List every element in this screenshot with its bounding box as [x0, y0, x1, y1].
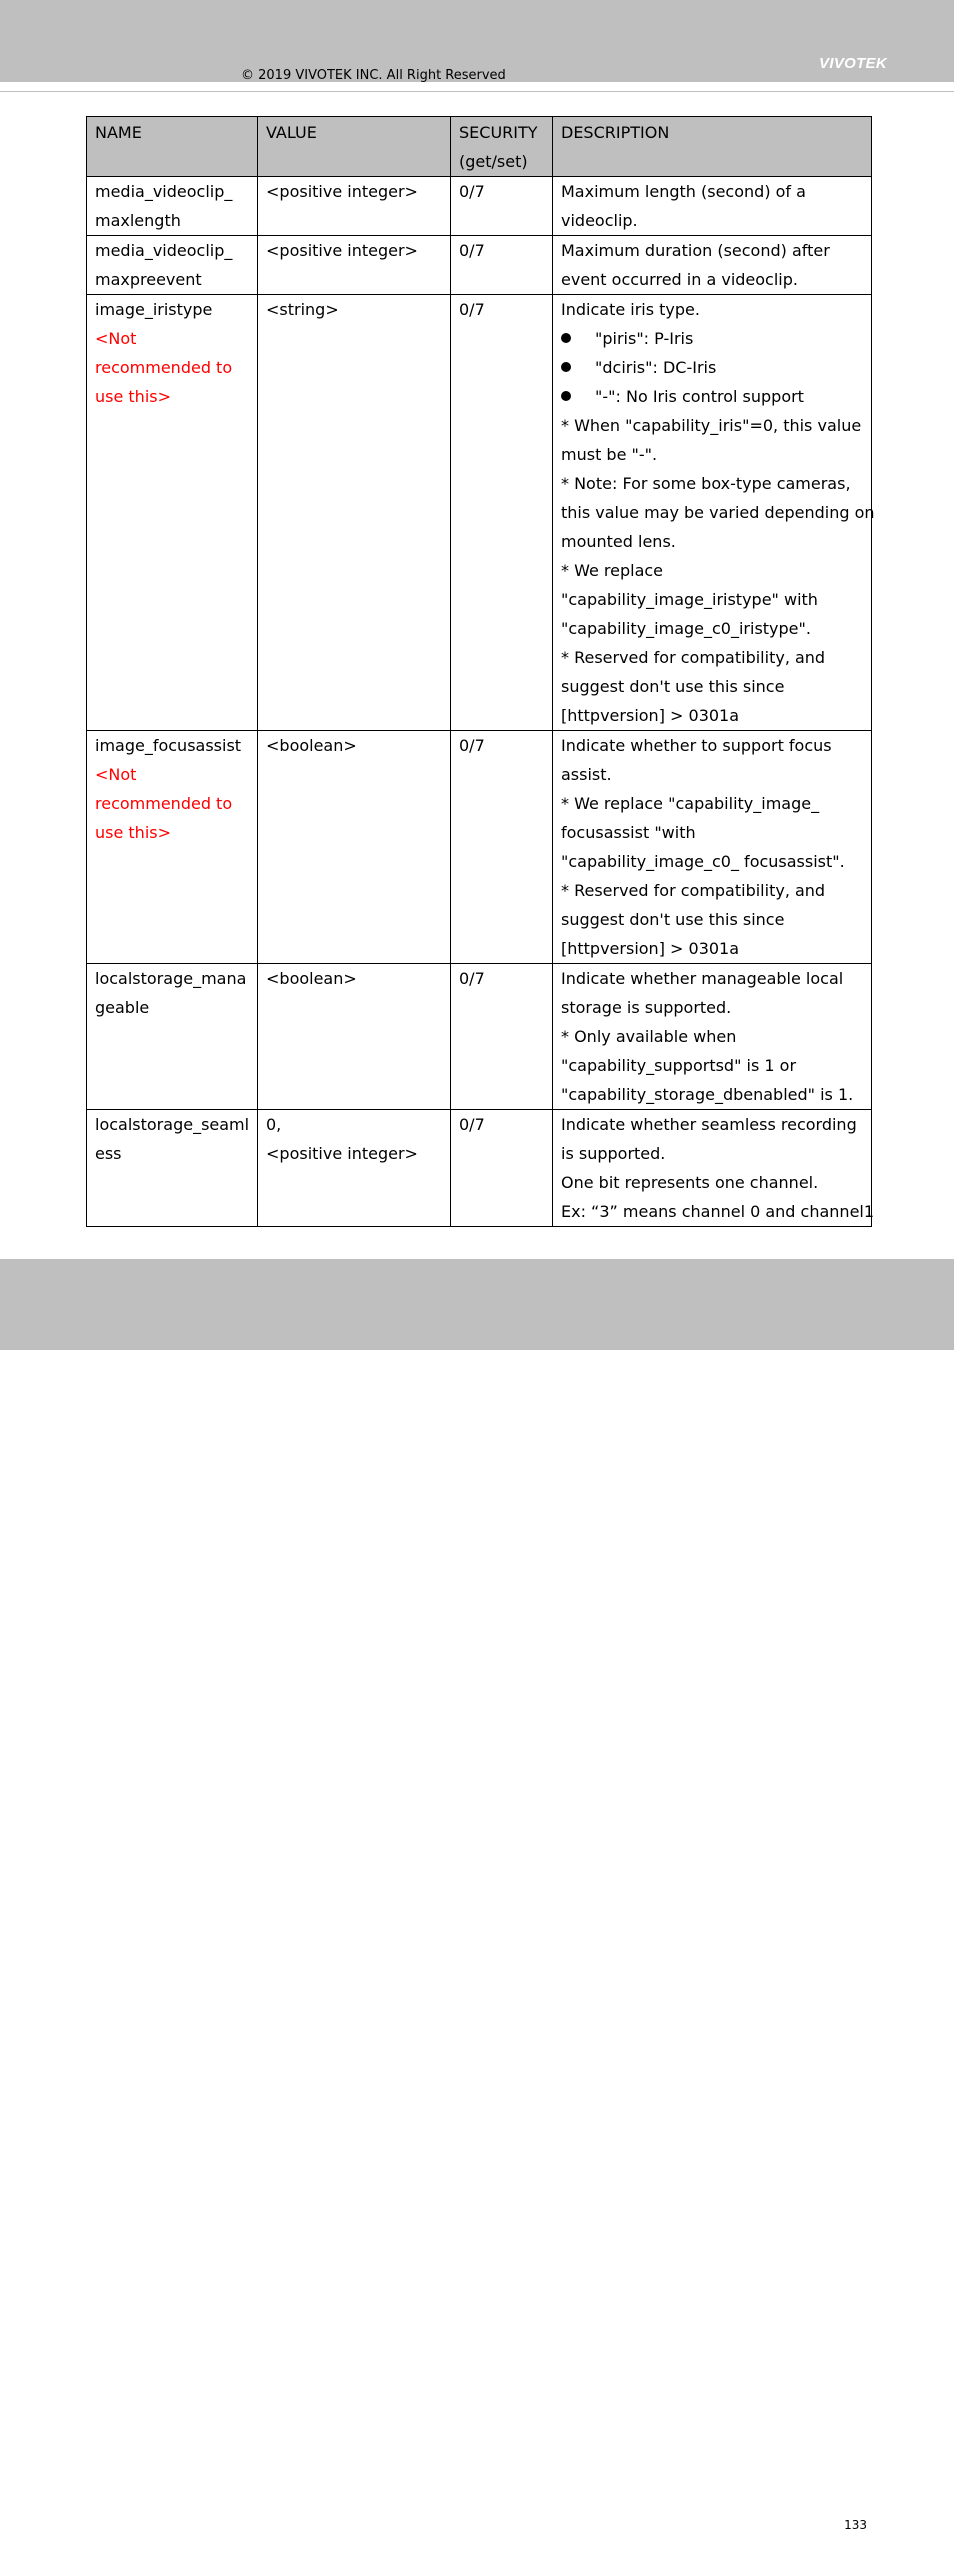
deprecation-warning: use this>	[95, 823, 172, 842]
description-note: mounted lens.	[561, 532, 676, 551]
description-text: suggest don't use this since	[561, 910, 785, 929]
copyright-text: © 2019 VIVOTEK INC. All Right Reserved	[241, 68, 506, 83]
header-label: NAME	[95, 123, 142, 142]
description-text: storage is supported.	[561, 998, 732, 1017]
parameter-name: media_videoclip_	[95, 182, 233, 201]
cell-value	[258, 731, 451, 964]
header-label: (get/set)	[459, 152, 528, 171]
description-note: suggest don't use this since	[561, 677, 785, 696]
table-row	[87, 964, 872, 1110]
description-text: videoclip.	[561, 211, 638, 230]
page-header	[0, 0, 954, 82]
description-text: Indicate whether seamless recording	[561, 1115, 857, 1134]
parameter-name: maxpreevent	[95, 270, 202, 289]
cell-description	[553, 295, 875, 731]
description-text: "capability_image_c0_ focusassist".	[561, 852, 845, 871]
parameter-name: media_videoclip_	[95, 241, 233, 260]
value-type: 0,	[266, 1115, 282, 1134]
bullet-item	[561, 353, 863, 382]
security-level: 0/7	[459, 241, 485, 260]
description-text: * Only available when	[561, 1027, 737, 1046]
cell-name	[87, 1110, 258, 1227]
description-text: Indicate whether manageable local	[561, 969, 844, 988]
column-header-name	[87, 117, 258, 177]
column-header-value	[258, 117, 451, 177]
description-text: * Reserved for compatibility, and	[561, 881, 826, 900]
description-text: Indicate iris type.	[561, 300, 700, 319]
description-text: Maximum duration (second) after	[561, 241, 830, 260]
page-number: 133	[844, 2518, 867, 2532]
value-type: <boolean>	[266, 969, 357, 988]
parameter-name: image_iristype	[95, 300, 213, 319]
description-note: * We replace	[561, 561, 664, 580]
page-footer	[0, 1259, 954, 2550]
manual-page-label: User's Manual - 265	[762, 2534, 887, 2550]
security-level: 0/7	[459, 969, 485, 988]
value-type: <positive integer>	[266, 241, 418, 260]
bullet-dot-icon	[561, 391, 571, 401]
description-note: this value may be varied depending on	[561, 503, 875, 522]
bullet-item	[561, 382, 863, 411]
column-header-security	[451, 117, 553, 177]
deprecation-warning: <Not	[95, 765, 137, 784]
description-note: * Note: For some box-type cameras,	[561, 474, 851, 493]
table-row	[87, 295, 872, 731]
cell-value	[258, 236, 451, 295]
cell-security	[451, 1110, 553, 1227]
table-row	[87, 731, 872, 964]
cell-value	[258, 295, 451, 731]
deprecation-warning: <Not	[95, 329, 137, 348]
cell-description	[553, 731, 872, 964]
cell-name	[87, 236, 258, 295]
cell-name	[87, 964, 258, 1110]
cell-description	[553, 177, 872, 236]
parameter-name: image_focusassist	[95, 736, 242, 755]
description-text: event occurred in a videoclip.	[561, 270, 798, 289]
cell-description	[553, 964, 872, 1110]
deprecation-warning: recommended to	[95, 794, 233, 813]
description-text: Indicate whether to support focus	[561, 736, 832, 755]
cell-security	[451, 295, 553, 731]
cell-name	[87, 177, 258, 236]
header-label: DESCRIPTION	[561, 123, 670, 142]
value-type: <positive integer>	[266, 182, 418, 201]
bullet-text: "piris": P-Iris	[595, 329, 694, 348]
description-note: "capability_image_c0_iristype".	[561, 619, 811, 638]
bullet-item	[561, 324, 863, 353]
cell-security	[451, 964, 553, 1110]
description-note: [httpversion] > 0301a	[561, 706, 740, 725]
table-header-row	[87, 117, 872, 177]
security-level: 0/7	[459, 300, 485, 319]
header-label: SECURITY	[459, 123, 538, 142]
parameter-name: geable	[95, 998, 150, 1017]
security-level: 0/7	[459, 736, 485, 755]
cell-security	[451, 177, 553, 236]
table-row	[87, 1110, 872, 1227]
description-note: * Reserved for compatibility, and	[561, 648, 826, 667]
description-text: "capability_storage_dbenabled" is 1.	[561, 1085, 854, 1104]
header-label: VALUE	[266, 123, 317, 142]
deprecation-warning: recommended to	[95, 358, 233, 377]
table-row	[87, 236, 872, 295]
description-note: "capability_image_iristype" with	[561, 590, 818, 609]
description-text: assist.	[561, 765, 612, 784]
parameter-name: localstorage_mana	[95, 969, 247, 988]
bullet-dot-icon	[561, 362, 571, 372]
deprecation-warning: use this>	[95, 387, 172, 406]
cell-security	[451, 731, 553, 964]
security-level: 0/7	[459, 182, 485, 201]
cell-name	[87, 731, 258, 964]
description-text: focusassist "with	[561, 823, 696, 842]
brand-logo: VIVOTEK	[819, 55, 887, 72]
cell-value	[258, 1110, 451, 1227]
cell-value	[258, 964, 451, 1110]
column-header-description	[553, 117, 872, 177]
parameter-name: maxlength	[95, 211, 181, 230]
description-text: One bit represents one channel.	[561, 1173, 819, 1192]
cell-security	[451, 236, 553, 295]
cell-description	[553, 236, 872, 295]
header-divider	[0, 91, 954, 92]
value-type: <string>	[266, 300, 339, 319]
description-text: Maximum length (second) of a	[561, 182, 806, 201]
parameter-name: ess	[95, 1144, 122, 1163]
description-note: must be "-".	[561, 445, 658, 464]
bullet-dot-icon	[561, 333, 571, 343]
security-level: 0/7	[459, 1115, 485, 1134]
description-text: is supported.	[561, 1144, 666, 1163]
description-text: "capability_supportsd" is 1 or	[561, 1056, 797, 1075]
parameter-name: localstorage_seaml	[95, 1115, 250, 1134]
value-type: <boolean>	[266, 736, 357, 755]
cell-description	[553, 1110, 875, 1227]
value-type: <positive integer>	[266, 1144, 418, 1163]
bullet-text: "dciris": DC-Iris	[595, 358, 717, 377]
cell-value	[258, 177, 451, 236]
description-text: [httpversion] > 0301a	[561, 939, 740, 958]
cell-name	[87, 295, 258, 731]
table-row	[87, 177, 872, 236]
description-note: * When "capability_iris"=0, this value	[561, 416, 862, 435]
description-text: * We replace "capability_image_	[561, 794, 820, 813]
bullet-text: "-": No Iris control support	[595, 387, 804, 406]
description-text: Ex: “3” means channel 0 and channel1	[561, 1202, 875, 1221]
parameter-table	[86, 116, 875, 1227]
